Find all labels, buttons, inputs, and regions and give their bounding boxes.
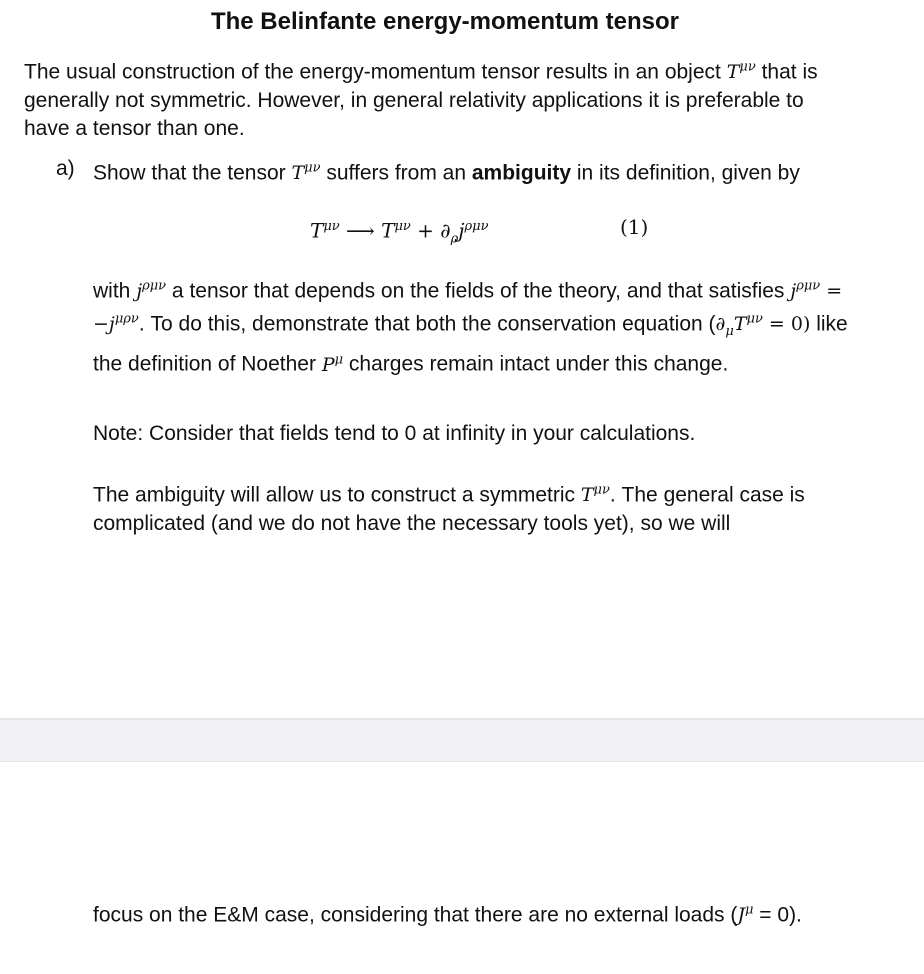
equation-1 (0, 211, 924, 245)
math-conservation: $\partial_\mu T^{\mu\nu} = 0$) (715, 311, 811, 339)
antisymmetry-paragraph: with $j^{\rho\mu\nu}$ a tensor that depends on the fields of the theory, and that satisfies $j^{\rho\mu\nu} = -j^{\mu\rho\nu}$. To do this, demonstrate that both the conservation equation $(\partial_\mu T^{\mu\nu} = 0)$ like the definition of Noether $P^\mu$ charges remain intact under this change. (93, 279, 848, 376)
symmetric-paragraph: The ambiguity will allow us to construct a symmetric $T^{\mu\nu}$. The general case is complicated (and we do not have the necessary tools yet), so we will (93, 483, 805, 535)
item-a-statement: Show that the tensor $T^{\mu\nu}$ suffers from an ambiguity in its definition, given by (93, 161, 800, 185)
equation-body: $T^{\mu\nu}$ ⟶ $T^{\mu\nu} + \partial_\rho j^{\rho\mu\nu}$ (310, 218, 489, 247)
math-j: $j^{\rho\mu\nu}$ (136, 279, 167, 303)
math-T: $T^{\mu\nu}$ (726, 60, 756, 84)
note-paragraph: Note: Consider that fields tend to 0 at infinity in your calculations. (93, 422, 696, 445)
math-T: $T^{\mu\nu}$ (291, 161, 321, 185)
document-page-2 (0, 762, 924, 974)
math-J: $J^\mu$ (737, 903, 754, 927)
math-T: $T^{\mu\nu}$ (580, 483, 610, 507)
page-separator (0, 718, 924, 762)
math-antisymmetry: $j^{\rho\mu\nu} = -j^{\mu\rho\nu}$ (93, 279, 843, 336)
intro-paragraph: The usual construction of the energy-momentum tensor results in an object $T^{\mu\nu}$ that is generally not symmetric. However, in general relativity applications it is preferable to have a tensor than one. (24, 60, 818, 141)
ambiguity-keyword: ambiguity (471, 161, 572, 185)
equation-number: (1) (620, 215, 649, 239)
em-case-paragraph: focus on the E&M case, considering that there are no external loads $(J^\mu = 0)$. (93, 903, 802, 927)
document-title: The Belinfante energy-momentum tensor (210, 8, 680, 35)
math-P: $P^\mu$ (321, 352, 344, 376)
item-a-label: a) (56, 157, 75, 180)
